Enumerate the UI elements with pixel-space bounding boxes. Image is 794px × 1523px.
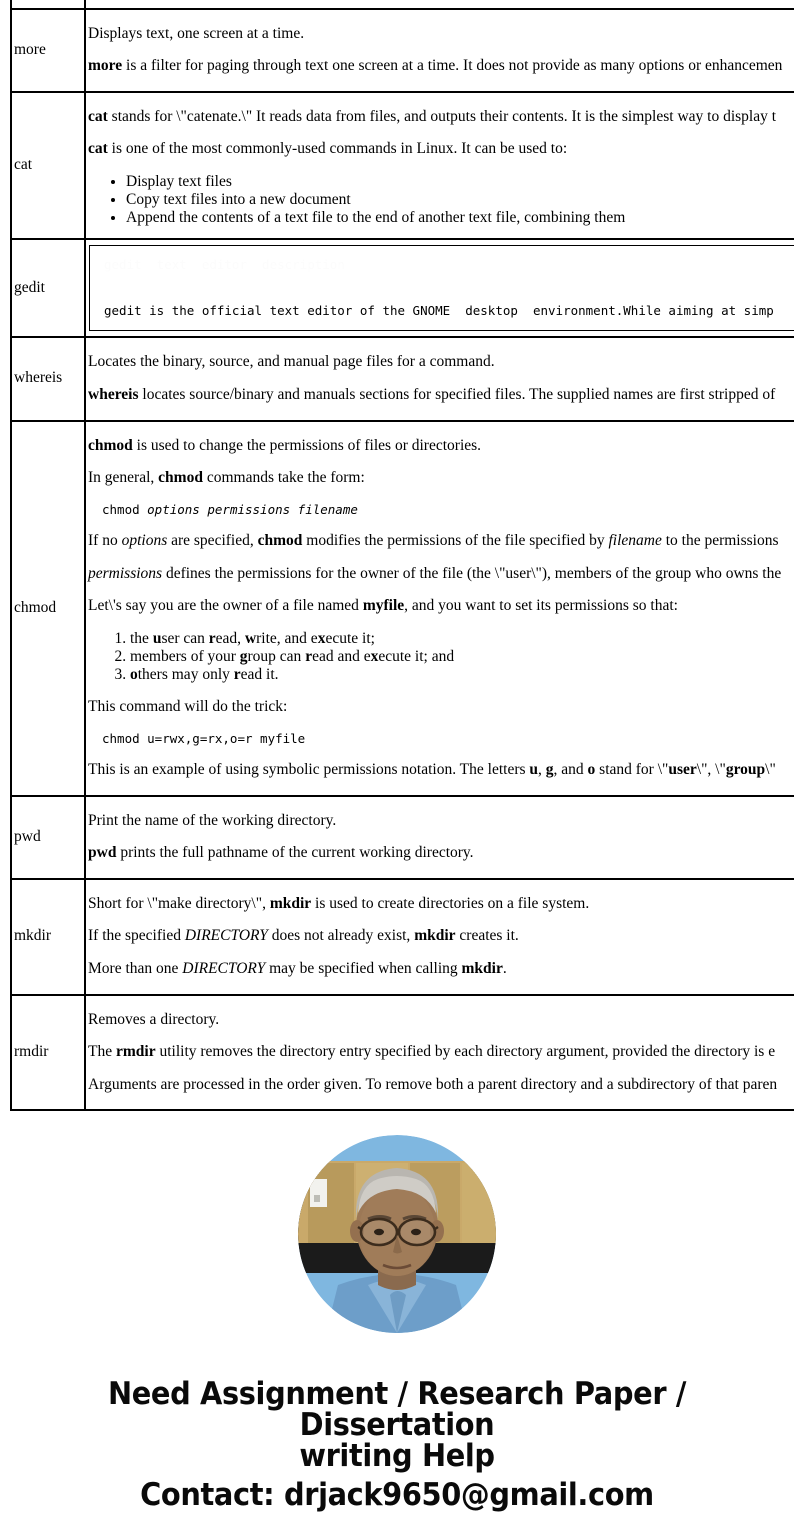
linux-commands-table [10, 0, 794, 1111]
gedit-description-text: gedit is the official text editor of the GNOME desktop environment.While aiming at simp [104, 303, 774, 319]
command-description-cell [85, 92, 794, 240]
promo-line-3: Contact: drjack9650@gmail.com [140, 1477, 654, 1514]
list-item: • Display text files [126, 173, 794, 191]
paragraph: This is an example of using symbolic permissions notation. The letters u, g, and o stand for \"user\", \"group\" [88, 760, 776, 778]
paragraph: more is a filter for paging through text one screen at a time. It does not provide as many options or enhancemen [88, 57, 783, 75]
bullet-list [88, 173, 794, 227]
paragraph: Print the name of the working directory. [88, 811, 337, 829]
command-name-cell: gedit [11, 239, 85, 337]
table-row [11, 92, 794, 240]
paragraph: Displays text, one screen at a time. [88, 24, 305, 42]
table-body [11, 0, 794, 1110]
table-row [11, 995, 794, 1111]
command-description-cell [85, 879, 794, 995]
gedit-code-block [89, 245, 794, 331]
paragraph: If the specified DIRECTORY does not already exist, mkdir creates it. [88, 927, 519, 945]
paragraph: permissions defines the permissions for the owner of the file (the \"user\"), members of the group who owns the [88, 564, 782, 582]
promo-text [28, 1376, 766, 1514]
list-item: 3. others may only read it. [130, 666, 794, 684]
paragraph: More than one DIRECTORY may be specified when calling mkdir. [88, 959, 507, 977]
command-description-cell [85, 239, 794, 337]
chmod-example-code: chmod u=rwx,g=rx,o=r myfile [102, 730, 306, 746]
paragraph: If no options are specified, chmod modifies the permissions of the file specified by filename to the permissions [88, 531, 779, 549]
table-row [11, 879, 794, 995]
command-description-cell [85, 9, 794, 92]
portrait-photo-icon [298, 1135, 496, 1333]
chmod-syntax-code [88, 502, 794, 518]
paragraph: cat is one of the most commonly-used commands in Linux. It can be used to: [88, 140, 568, 158]
paragraph: whereis locates source/binary and manuals sections for specified files. The supplied names are first stripped of [88, 385, 776, 403]
command-name-cell: cat [11, 92, 85, 240]
command-name-cell [11, 0, 85, 9]
command-name-cell: pwd [11, 796, 85, 879]
promo-line-2: writing Help [299, 1438, 495, 1475]
faint-heading-text: gedit text editor description [104, 257, 345, 273]
command-name-cell: rmdir [11, 995, 85, 1111]
command-description-cell [85, 0, 794, 9]
table-row [11, 0, 794, 9]
code-command: chmod [102, 501, 148, 517]
paragraph: The rmdir utility removes the directory entry specified by each directory argument, provided the directory is e [88, 1043, 776, 1061]
command-description-cell [85, 421, 794, 796]
paragraph: chmod is used to change the permissions of files or directories. [88, 436, 482, 454]
paragraph: Let\'s say you are the owner of a file named myfile, and you want to set its permissions so that: [88, 597, 678, 615]
paragraph: This command will do the trick: [88, 698, 288, 716]
promo-line-1: Need Assignment / Research Paper / Dissertation [107, 1376, 687, 1444]
avatar [298, 1135, 496, 1333]
table-row [11, 239, 794, 337]
table-row [11, 9, 794, 92]
paragraph: Arguments are processed in the order given. To remove both a parent directory and a subdirectory of that paren [88, 1075, 778, 1093]
paragraph: Locates the binary, source, and manual page files for a command. [88, 353, 495, 371]
table-row [11, 796, 794, 879]
paragraph: In general, chmod commands take the form: [88, 469, 365, 487]
command-name-cell: whereis [11, 337, 85, 420]
command-description-cell [85, 796, 794, 879]
list-item: • Copy text files into a new document [126, 191, 794, 209]
paragraph: Short for \"make directory\", mkdir is used to create directories on a file system. [88, 894, 590, 912]
list-item: 1. the user can read, write, and execute it; [130, 630, 794, 648]
command-description-cell [85, 995, 794, 1111]
footer-section [0, 1111, 794, 1514]
paragraph: pwd prints the full pathname of the current working directory. [88, 844, 474, 862]
command-name-cell: more [11, 9, 85, 92]
table-row [11, 337, 794, 420]
command-name-cell: mkdir [11, 879, 85, 995]
command-description-cell [85, 337, 794, 420]
paragraph: cat stands for \"catenate.\" It reads data from files, and outputs their contents. It is the simplest way to display t [88, 107, 777, 125]
numbered-list [88, 630, 794, 684]
paragraph: Removes a directory. [88, 1010, 220, 1028]
list-item: 2. members of your group can read and execute it; and [130, 648, 794, 666]
table-row [11, 421, 794, 796]
code-args: options permissions filename [147, 501, 358, 517]
list-item: • Append the contents of a text file to the end of another text file, combining them [126, 209, 794, 227]
command-name-cell: chmod [11, 421, 85, 796]
